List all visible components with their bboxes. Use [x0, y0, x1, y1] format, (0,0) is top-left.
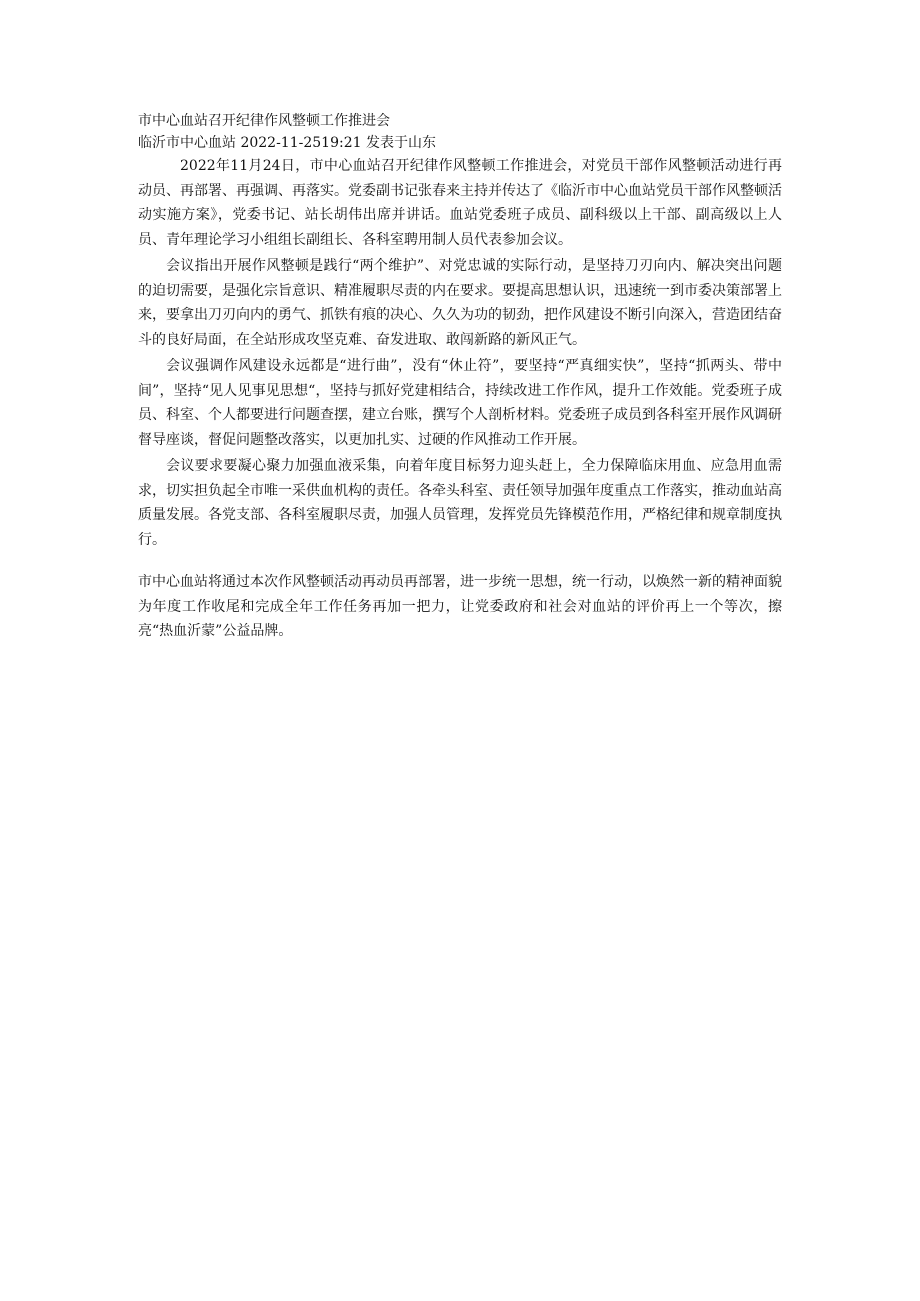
article-paragraph: 会议指出开展作风整顿是践行“两个维护”、对党忠诚的实际行动，是坚持刀刃向内、解决突出问题的迫切需要，是强化宗旨意识、精准履职尽责的内在要求。要提高思想认识，迅速统一到市委决策部署上来，要拿出刀刃向内的勇气、抓铁有痕的决心、久久为功的韧劲，把作风建设不断引向深入，营造团结奋斗的良好局面，在全站形成攻坚克难、奋发进取、敢闯新路的新风正气。: [138, 258, 782, 348]
article: [138, 110, 782, 646]
article-byline: 临沂市中心血站 2022-11-2519:21 发表于山东: [138, 135, 436, 151]
article-paragraph: 会议强调作风建设永远都是“进行曲”，没有“休止符”，要坚持“严真细实快”，坚持“抓两头、带中间”，坚持“见人见事见思想“，坚持与抓好党建相结合，持续改进工作作风，提升工作效能。党委班子成员、科室、个人都要进行问题查摆，建立台账，撰写个人剖析材料。党委班子成员到各科室开展作风调研督导座谈，督促问题整改落实，以更加扎实、过硬的作风推动工作开展。: [138, 358, 782, 448]
article-paragraph: 2022年11月24日，市中心血站召开纪律作风整顿工作推进会，对党员干部作风整顿活动进行再动员、再部署、再强调、再落实。党委副书记张春来主持并传达了《临沂市中心血站党员干部作风整顿活动实施方案》，党委书记、站长胡伟出席并讲话。血站党委班子成员、副科级以上干部、副高级以上人员、青年理论学习小组组长副组长、各科室聘用制人员代表参加会议。: [138, 158, 782, 248]
article-title: 市中心血站召开纪律作风整顿工作推进会: [138, 113, 390, 129]
article-paragraph: 会议要求要凝心聚力加强血液采集，向着年度目标努力迎头赶上，全力保障临床用血、应急用血需求，切实担负起全市唯一采供血机构的责任。各牵头科室、责任领导加强年度重点工作落实，推动血站高质量发展。各党支部、各科室履职尽责，加强人员管理，发挥党员先锋模范作用，严格纪律和规章制度执行。: [138, 458, 782, 548]
article-closing-paragraph: 市中心血站将通过本次作风整顿活动再动员再部署，进一步统一思想，统一行动，以焕然一新的精神面貌为年度工作收尾和完成全年工作任务再加一把力，让党委政府和社会对血站的评价再上一个等次，擦亮“热血沂蒙”公益品牌。: [138, 574, 782, 639]
